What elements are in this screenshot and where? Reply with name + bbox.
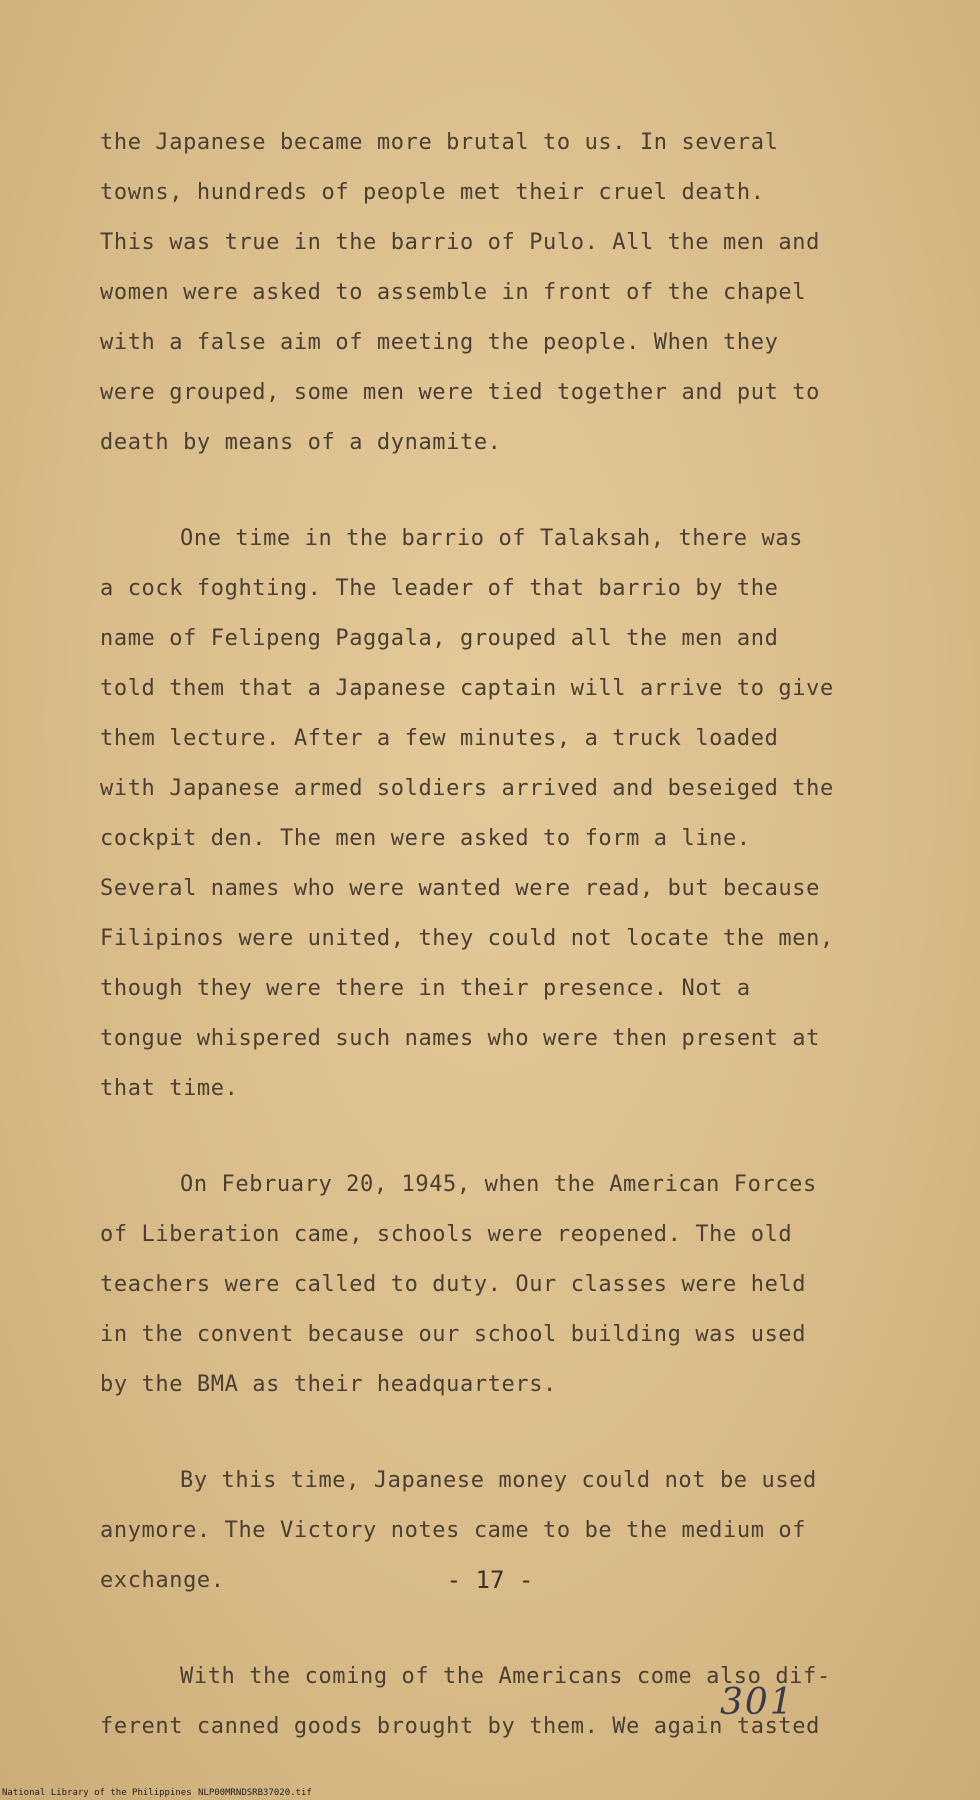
- text-line: One time in the barrio of Talaksah, there was: [180, 526, 804, 551]
- text-line: cockpit den. The men were asked to form a line.: [100, 826, 751, 851]
- text-line: of Liberation came, schools were reopened. The old: [100, 1222, 793, 1247]
- text-line: teachers were called to duty. Our classes were held: [100, 1272, 807, 1297]
- text-line: death by means of a dynamite.: [100, 430, 502, 455]
- text-line: that time.: [100, 1076, 239, 1101]
- scan-footer: [0, 1786, 980, 1800]
- text-line: tongue whispered such names who were then present at: [100, 1026, 820, 1051]
- page-number: - 17 -: [446, 1566, 534, 1594]
- text-line: in the convent because our school building was used: [100, 1322, 807, 1347]
- text-line: exchange.: [100, 1568, 225, 1593]
- text-line: women were asked to assemble in front of the chapel: [100, 280, 807, 305]
- text-line: them lecture. After a few minutes, a truck loaded: [100, 726, 779, 751]
- text-line: By this time, Japanese money could not be used: [180, 1468, 817, 1493]
- text-line: name of Felipeng Paggala, grouped all the men and: [100, 626, 779, 651]
- text-line: with Japanese armed soldiers arrived and beseiged the: [100, 776, 834, 801]
- text-line: by the BMA as their headquarters.: [100, 1372, 557, 1397]
- text-line: though they were there in their presence. Not a: [100, 976, 751, 1001]
- text-line: towns, hundreds of people met their cruel death.: [100, 180, 765, 205]
- typed-text-body: [100, 118, 920, 1798]
- text-line: with a false aim of meeting the people. When they: [100, 330, 779, 355]
- text-line: a cock foghting. The leader of that barrio by the: [100, 576, 779, 601]
- text-line: the Japanese became more brutal to us. In several: [100, 130, 779, 155]
- text-line: With the coming of the Americans come also dif-: [180, 1664, 831, 1689]
- text-line: were grouped, some men were tied together and put to: [100, 380, 820, 405]
- text-line: Filipinos were united, they could not locate the men,: [100, 926, 834, 951]
- footer-library-name: National Library of the Philippines: [2, 1788, 192, 1798]
- text-line: This was true in the barrio of Pulo. All the men and: [100, 230, 820, 255]
- paragraph: [100, 1652, 920, 1752]
- text-line: told them that a Japanese captain will arrive to give: [100, 676, 834, 701]
- paragraph: [100, 514, 920, 1114]
- paragraph: [100, 118, 920, 468]
- text-line: Several names who were wanted were read, but because: [100, 876, 820, 901]
- paragraph: [100, 1160, 920, 1410]
- text-line: anymore. The Victory notes came to be the medium of: [100, 1518, 807, 1543]
- handwritten-page-number: 301: [720, 1682, 795, 1723]
- text-line: On February 20, 1945, when the American Forces: [180, 1172, 817, 1197]
- footer-filename: NLP00MRNDSRB37020.tif: [198, 1788, 312, 1798]
- text-line: ferent canned goods brought by them. We again tasted: [100, 1714, 820, 1739]
